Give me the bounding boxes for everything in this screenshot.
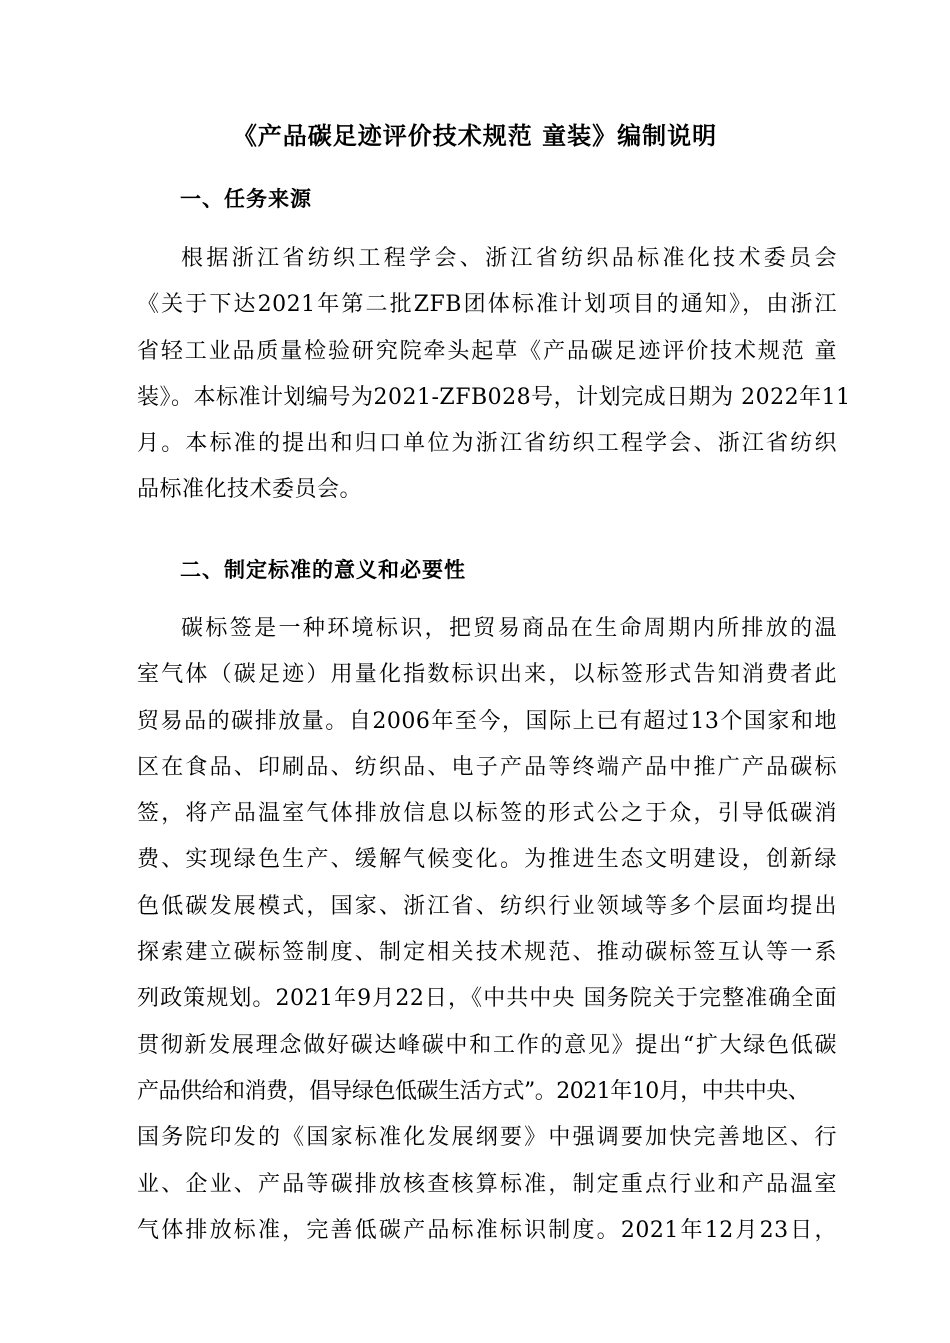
paragraph-line: 品标准化技术委员会。 [137, 477, 363, 503]
paragraph-line: 色低碳发展模式，国家、浙江省、纺织行业领域等多个层面均提出 [137, 893, 837, 919]
paragraph-line: 装》。本标准计划编号为2021-ZFB028号，计划完成日期为 2022年11 [137, 384, 851, 410]
section-body-task-source [137, 236, 851, 514]
paragraph-line: 室气体（碳足迹）用量化指数标识出来，以标签形式告知消费者此 [137, 662, 837, 688]
paragraph-line: 贯彻新发展理念做好碳达峰碳中和工作的意见》提出“扩大绿色低碳 [137, 1032, 837, 1058]
section-heading-task-source: 一、任务来源 [180, 187, 312, 211]
paragraph-line: 探索建立碳标签制度、制定相关技术规范、推动碳标签互认等一系 [137, 940, 837, 966]
section-heading-significance: 二、制定标准的意义和必要性 [180, 558, 466, 582]
paragraph-line: 贸易品的碳排放量。自2006年至今，国际上已有超过13个国家和地 [137, 708, 838, 734]
paragraph-line: 《关于下达2021年第二批ZFB团体标准计划项目的通知》，由浙江 [137, 292, 837, 318]
paragraph-line: 根据浙江省纺织工程学会、浙江省纺织品标准化技术委员会 [181, 246, 837, 271]
paragraph-line: 碳标签是一种环境标识，把贸易商品在生命周期内所排放的温 [181, 616, 837, 641]
paragraph-line: 省轻工业品质量检验研究院牵头起草《产品碳足迹评价技术规范 童 [137, 338, 837, 364]
paragraph-line: 列政策规划。2021年9月22日，《中共中央 国务院关于完整准确全面 [137, 986, 837, 1012]
paragraph-line: 区在食品、印刷品、纺织品、电子产品等终端产品中推广产品碳标 [137, 754, 837, 780]
section-body-significance [137, 606, 837, 1254]
paragraph-line: 业、企业、产品等碳排放核查核算标准，制定重点行业和产品温室 [137, 1171, 837, 1197]
paragraph-line: 气体排放标准，完善低碳产品标准标识制度。2021年12月23日， [137, 1217, 837, 1243]
paragraph-line: 产品供给和消费，倡导绿色低碳生活方式”。2021年10月，中共中央、 [137, 1078, 810, 1104]
paragraph-line: 月。本标准的提出和归口单位为浙江省纺织工程学会、浙江省纺织 [137, 431, 837, 457]
document-title: 《产品碳足迹评价技术规范 童装》编制说明 [232, 122, 718, 150]
paragraph-line: 费、实现绿色生产、缓解气候变化。为推进生态文明建设，创新绿 [137, 847, 837, 873]
paragraph-line: 国务院印发的《国家标准化发展纲要》中强调要加快完善地区、行 [137, 1125, 837, 1151]
paragraph-line: 签，将产品温室气体排放信息以标签的形式公之于众，引导低碳消 [137, 801, 837, 827]
